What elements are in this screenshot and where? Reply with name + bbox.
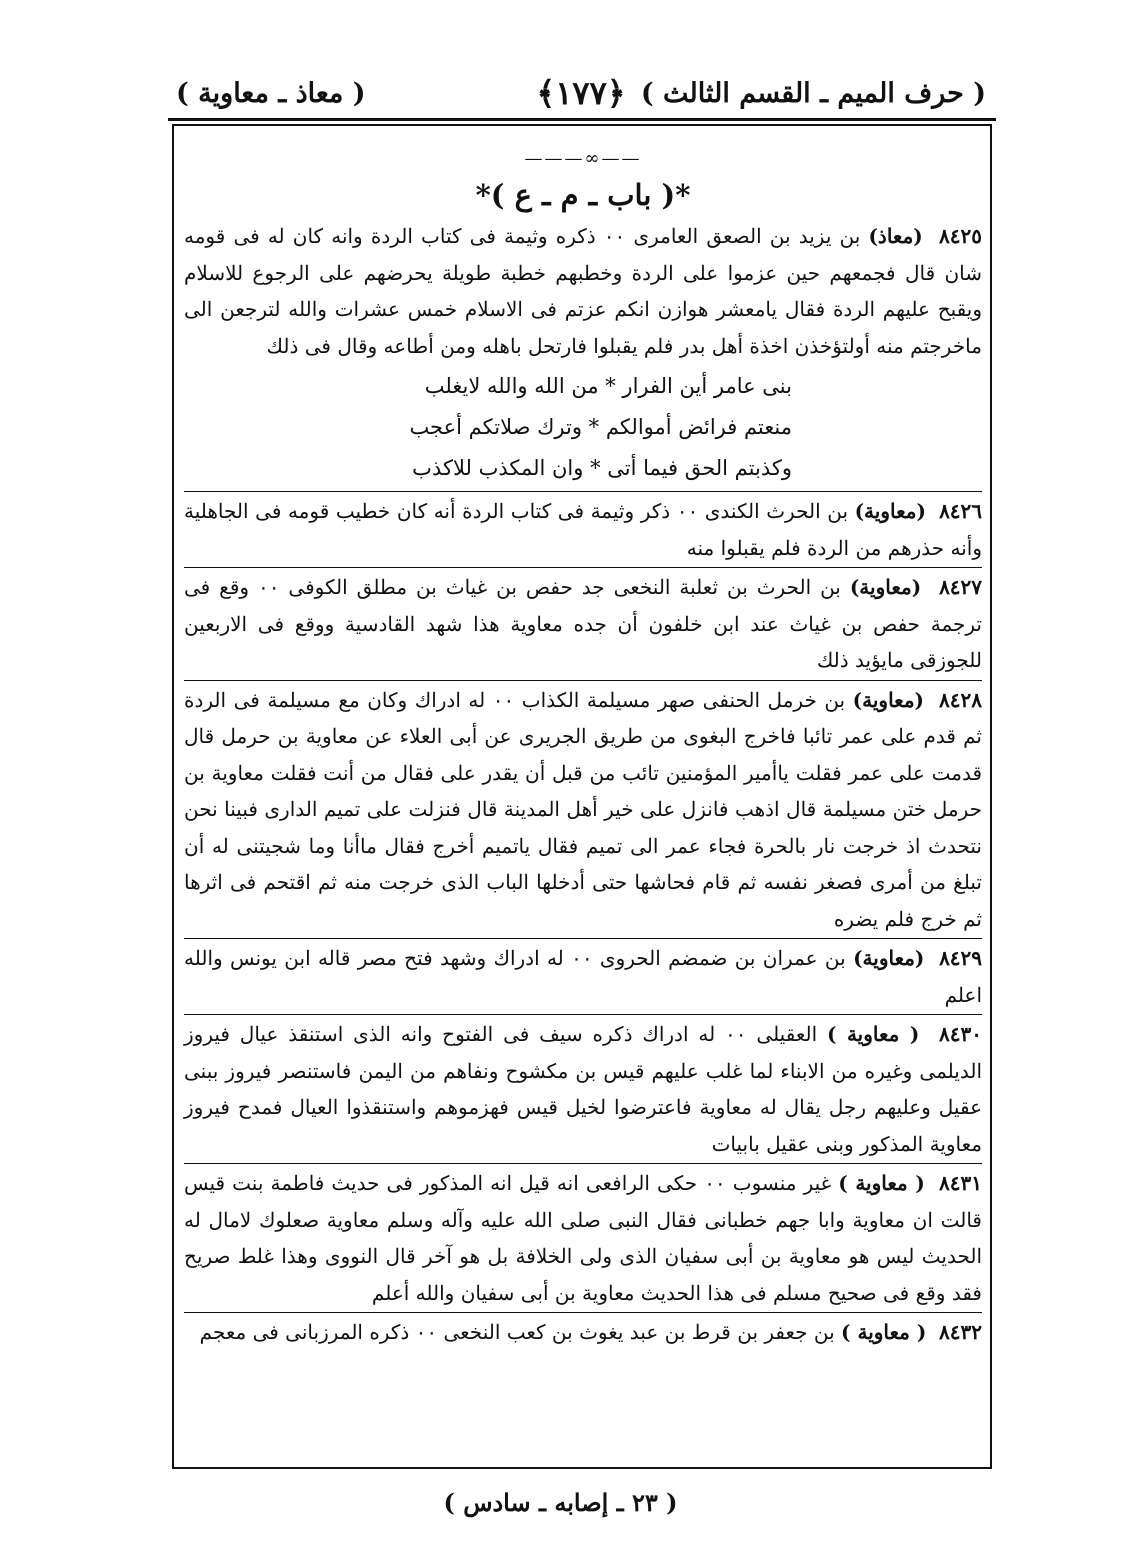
entry-text: بن الحرث الكندى ٠٠ ذكر وثيمة فى كتاب الردة أنه كان خطيب قومه فى الجاهلية وأنه حذرهم من الردة فلم يقبلوا منه xyxy=(184,499,982,560)
entry-text: العقيلى ٠٠ له ادراك ذكره سيف فى الفتوح وانه الذى استنقذ عيال فيروز الديلمى وغيره من الابناء لما غلب عليهم قيس بن مكشوح ونفاهم من اليمن فاستنصر فيروز ببنى عقيل وعليهم رجل يقال له معاوية فاعترضوا لخيل قيس فهزموهم واستنقذوا العيال فمدح فيروز معاوية المذكور وبنى عقيل بابيات xyxy=(184,1022,982,1156)
main-text xyxy=(184,146,982,1461)
entry-name: (معاوية) xyxy=(849,575,922,599)
entry-8427 xyxy=(184,569,982,679)
entry-separator xyxy=(184,567,982,568)
signature-footer: ( ٢٣ ـ إصابه ـ سادس ) xyxy=(443,1488,678,1517)
entry-number: ٨٤٣٢ xyxy=(939,1320,982,1344)
entry-number: ٨٤٢٩ xyxy=(939,946,983,970)
header-entry-range: ( معاذ ـ معاوية ) xyxy=(176,78,366,109)
entry-text: بن الحرث بن ثعلبة النخعى جد حفص بن غياث بن مطلق الكوفى ٠٠ وقع فى ترجمة حفص بن غياث عند ابن خلفون أن جده معاوية هذا شهد القادسية ووقع فى الاربعين للجوزقى مايؤيد ذلك xyxy=(184,575,982,672)
entry-name: (معاوية) xyxy=(854,499,926,523)
entry-name: (معاوية) xyxy=(853,946,925,970)
header-section-title: ( حرف الميم ـ القسم الثالث ) xyxy=(640,78,986,109)
entry-8430 xyxy=(184,1016,982,1162)
entry-name: ( معاوية ) xyxy=(838,1171,925,1195)
entry-8429 xyxy=(184,940,982,1013)
verse-line: بنى عامر أين الفرار * من الله والله لايغلب xyxy=(424,374,792,398)
entry-number: ٨٤٢٥ xyxy=(939,224,983,248)
entry-text: غير منسوب ٠٠ حكى الرافعى انه قيل انه المذكور فى حديث فاطمة بنت قيس قالت ان معاوية وابا جهم خطبانى فقال النبى صلى الله عليه وآله وسلم معاوية صعلوك لامال له الحديث ليس هو معاوية بن أبى سفيان الذى ولى الخلافة بل هو آخر قال النووى وهذا غلط صريح فقد وقع فى صحيح مسلم فى هذا الحديث معاوية بن أبى سفيان والله أعلم xyxy=(184,1171,982,1305)
entry-name: ( معاوية ) xyxy=(827,1022,920,1046)
entry-separator xyxy=(184,1014,982,1015)
entry-number: ٨٤٢٦ xyxy=(939,499,983,523)
entry-separator xyxy=(184,680,982,681)
entry-8426 xyxy=(184,493,982,566)
verse-line: وكذبتم الحق فيما أتى * وان المكذب للاكذب xyxy=(412,456,792,480)
entry-text: بن عمران بن ضمضم الحروى ٠٠ له ادراك وشهد فتح مصر قاله ابن يونس والله اعلم xyxy=(184,946,982,1007)
entry-name: ( معاوية ) xyxy=(841,1320,927,1344)
entry-8432 xyxy=(184,1314,982,1351)
entry-separator xyxy=(184,491,982,492)
entry-number: ٨٤٢٨ xyxy=(939,687,983,712)
poem xyxy=(184,366,982,489)
entry-8425 xyxy=(184,218,982,364)
ornament-divider: ——∞——— xyxy=(524,148,642,169)
verse-line: منعتم فرائض أموالكم * وترك صلاتكم أعجب xyxy=(409,415,792,439)
entry-8431 xyxy=(184,1165,982,1311)
page-frame xyxy=(172,124,992,1469)
entry-number: ٨٤٣٠ xyxy=(939,1022,982,1046)
entry-separator xyxy=(184,1312,982,1313)
entry-number: ٨٤٢٧ xyxy=(939,575,983,599)
entry-8428 xyxy=(184,682,982,938)
page-number: ﴿١٧٧﴾ xyxy=(536,74,626,112)
entry-separator xyxy=(184,1163,982,1164)
entry-name: (معاوية) xyxy=(852,687,924,712)
entry-separator xyxy=(184,938,982,939)
chapter-title: *( باب ـ م ـ ع )* xyxy=(475,178,691,212)
entry-name: (معاذ) xyxy=(868,224,923,248)
entry-number: ٨٤٣١ xyxy=(939,1171,983,1195)
entry-text: بن جعفر بن قرط بن عبد يغوث بن كعب النخعى ٠٠ ذكره المرزبانى فى معجم xyxy=(199,1320,835,1344)
entry-text: بن يزيد بن الصعق العامرى ٠٠ ذكره وثيمة فى كتاب الردة وانه كان له فى قومه شان قال فجمعهم حين عزموا على الردة وخطبهم خطبة طويلة يحرضهم على الرجوع للاسلام ويقبح عليهم الردة فقال يامعشر هوازن انكم عزتم فى الاسلام خمس عشرات والله لترجعن الى ماخرجتم منه أولتؤخذن اخذة أهل بدر فلم يقبلوا فارتحل باهله ومن أطاعه وقال فى ذلك xyxy=(184,224,983,358)
running-header xyxy=(176,74,986,118)
entry-text: بن خرمل الحنفى صهر مسيلمة الكذاب ٠٠ له ادراك وكان مع مسيلمة فى الردة ثم قدم على عمر تائبا فاخرج البغوى من طريق الجريرى عن أبى العلاء عن معاوية بن حرمل قال قدمت على عمر فقلت ياأمير المؤمنين تائب من قبل أن يقدر على فقال من أنت فقلت معاوية بن حرمل ختن مسيلمة قال اذهب فانزل على خير أهل المدينة قال فنزلت على تميم الدارى فبينا نحن نتحدث اذ خرجت نار بالحرة فجاء عمر الى تميم فقال ياتميم أخرج فقال ماأنا وما شجيتنى له أن تبلغ من أمرى فصغر نفسه ثم قام فحاشها حتى أدخلها الباب الذى خرجت منه ثم اقتحم فى اثرها ثم خرج فلم يضره xyxy=(184,687,983,931)
